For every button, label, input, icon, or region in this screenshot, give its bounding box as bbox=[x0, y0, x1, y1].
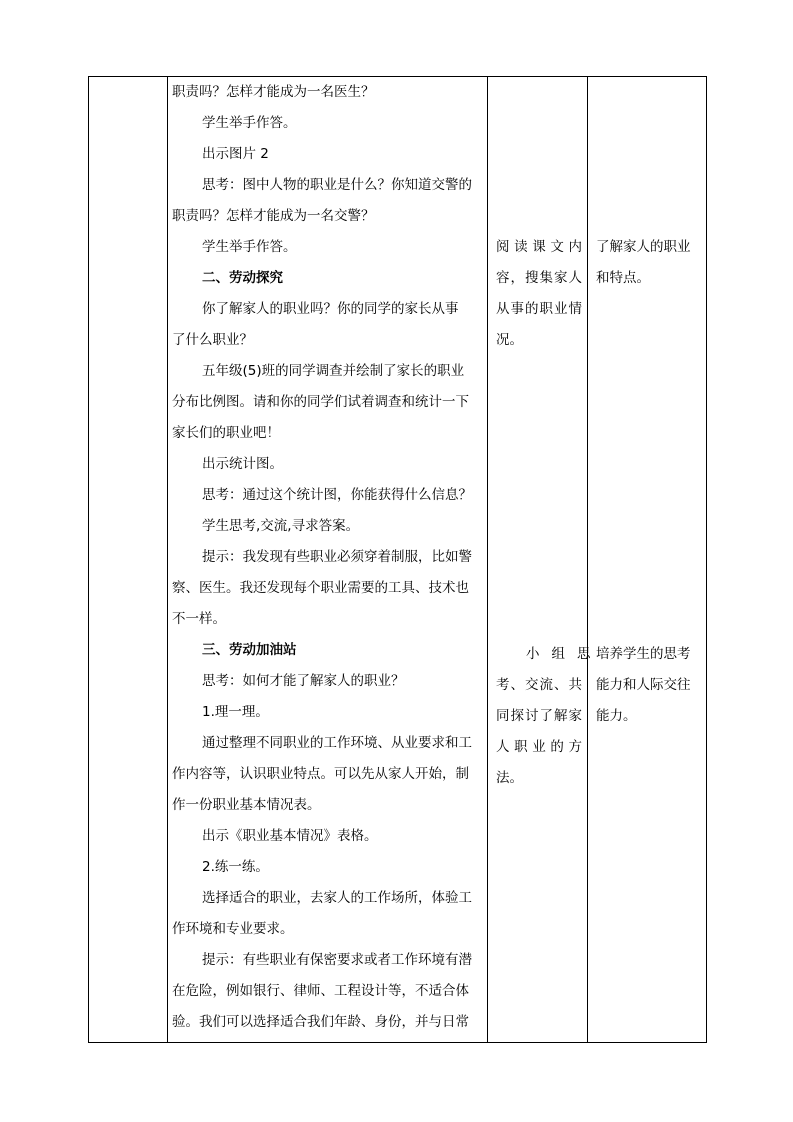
lesson-table bbox=[88, 76, 707, 1043]
text-line: 思考：图中人物的职业是什么？你知道交警的 bbox=[202, 177, 472, 193]
text-line: 2.练一练。 bbox=[202, 859, 269, 875]
text-line: 提示：我发现有些职业必须穿着制服，比如警 bbox=[202, 549, 472, 565]
text-line: 察、医生。我还发现每个职业需要的工具、技术也 bbox=[172, 580, 469, 596]
text-line: 选择适合的职业，去家人的工作场所，体验工 bbox=[202, 890, 472, 906]
section-heading: 二、劳动探究 bbox=[202, 270, 283, 286]
text-line: 不一样。 bbox=[172, 611, 226, 627]
text-line: 分布比例图。请和你的同学们试着调查和统计一下 bbox=[172, 394, 469, 410]
text-line: 思考：如何才能了解家人的职业？ bbox=[202, 673, 405, 689]
text-line: 学生思考,交流,寻求答案。 bbox=[202, 518, 360, 534]
text-line: 家长们的职业吧！ bbox=[172, 425, 280, 441]
text-line: 培养学生的思考 bbox=[596, 646, 691, 662]
text-line: 职责吗？怎样才能成为一名医生？ bbox=[172, 84, 375, 100]
column-divider bbox=[487, 77, 488, 1042]
text-line: 能力和人际交往 bbox=[596, 677, 691, 693]
design-intent-block-1 bbox=[596, 232, 704, 294]
text-line: 作环境和专业要求。 bbox=[172, 921, 294, 937]
text-line: 五年级(5)班的同学调查并绘制了家长的职业 bbox=[202, 363, 465, 379]
text-line: 法。 bbox=[496, 770, 523, 786]
text-line: 能力。 bbox=[596, 708, 637, 724]
teaching-process-column bbox=[172, 77, 482, 1038]
column-divider bbox=[167, 77, 168, 1042]
text-line: 小组思 bbox=[526, 646, 603, 662]
text-line: 出示图片 2 bbox=[202, 146, 269, 162]
student-activity-block-2 bbox=[496, 639, 603, 794]
text-line: 和特点。 bbox=[596, 270, 650, 286]
text-line: 作一份职业基本情况表。 bbox=[172, 797, 321, 813]
text-line: 了解家人的职业 bbox=[596, 239, 691, 255]
text-line: 学生举手作答。 bbox=[202, 115, 297, 131]
text-line: 况。 bbox=[496, 332, 523, 348]
text-line: 同探讨了解家 bbox=[496, 708, 582, 724]
text-line: 了什么职业？ bbox=[172, 332, 253, 348]
text-line: 人职业的方 bbox=[496, 739, 582, 755]
text-line: 作内容等，认识职业特点。可以先从家人开始，制 bbox=[172, 766, 469, 782]
text-line: 出示统计图。 bbox=[202, 456, 283, 472]
text-line: 提示：有些职业有保密要求或者工作环境有潜 bbox=[202, 952, 472, 968]
text-line: 1.理一理。 bbox=[202, 704, 269, 720]
text-line: 考、交流、共 bbox=[496, 677, 582, 693]
text-line: 思考：通过这个统计图，你能获得什么信息？ bbox=[202, 487, 472, 503]
section-heading: 三、劳动加油站 bbox=[202, 642, 297, 658]
text-line: 阅读课文内 bbox=[496, 239, 582, 255]
text-line: 容，搜集家人 bbox=[496, 270, 582, 286]
student-activity-block-1 bbox=[496, 232, 582, 356]
text-line: 验。我们可以选择适合我们年龄、身份，并与日常 bbox=[172, 1014, 469, 1030]
text-line: 出示《职业基本情况》表格。 bbox=[202, 828, 378, 844]
text-line: 从事的职业情 bbox=[496, 301, 582, 317]
text-line: 学生举手作答。 bbox=[202, 239, 297, 255]
text-line: 职责吗？怎样才能成为一名交警？ bbox=[172, 208, 375, 224]
text-line: 通过整理不同职业的工作环境、从业要求和工 bbox=[202, 735, 472, 751]
text-line: 在危险，例如银行、律师、工程设计等，不适合体 bbox=[172, 983, 469, 999]
text-line: 你了解家人的职业吗？你的同学的家长从事 bbox=[202, 301, 459, 317]
design-intent-block-2 bbox=[596, 639, 704, 732]
column-divider bbox=[587, 77, 588, 1042]
